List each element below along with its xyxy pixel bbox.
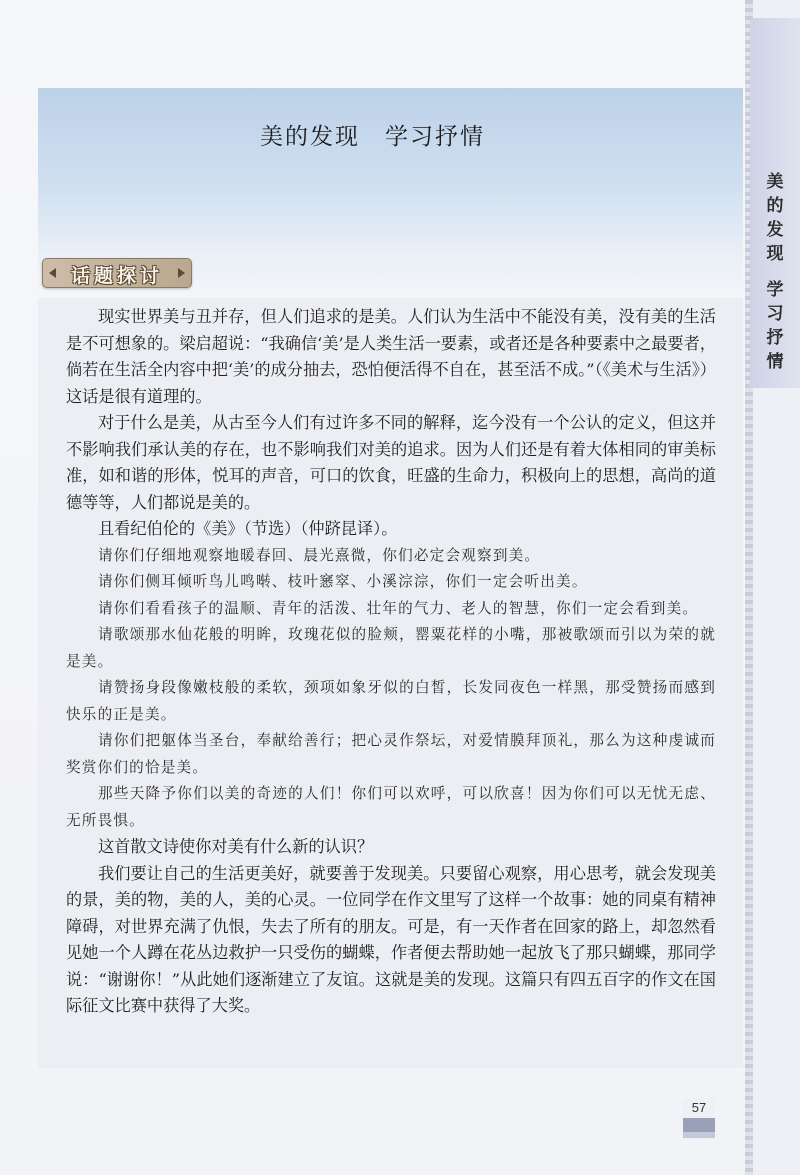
side-tab-title-top: 美的发现 <box>766 172 784 264</box>
poem-line: 请你们侧耳倾听鸟儿鸣啭、枝叶窸窣、小溪淙淙，你们一定会听出美。 <box>98 573 588 590</box>
poem-line: 那些天降予你们以美的奇迹的人们！你们可以欢呼，可以欣喜！因为你们可以无忧无虑、无所畏惧。 <box>66 785 716 829</box>
page-number: 57 <box>683 1098 715 1118</box>
paragraph: 我们要让自己的生活更美好，就要善于发现美。只要留心观察，用心思考，就会发现美的景，美的物，美的人，美的心灵。一位同学在作文里写了这样一个故事：她的同桌有精神障碍，对世界充满了仇恨，失去了所有的朋友。可是，有一天作者在回家的路上，却忽然看见她一个人蹲在花丛边救护一只受伤的蝴蝶，作者便去帮助她一起放飞了那只蝴蝶，那同学说：“谢谢你！”从此她们逐渐建立了友谊。这就是美的发现。这篇只有四五百字的作文在国际征文比赛中获得了大奖。 <box>66 863 716 1015</box>
page-title: 美的发现 学习抒情 <box>260 124 485 150</box>
page-number-stripe <box>683 1132 715 1138</box>
poem-line: 请你们看看孩子的温顺、青年的活泼、壮年的气力、老人的智慧，你们一定会看到美。 <box>98 599 699 617</box>
paragraph: 现实世界美与丑并存，但人们追求的是美。人们认为生活中不能没有美，没有美的生活是不可想象的。梁启超说：“我确信‘美’是人类生活一要素，或者还是各种要素中之最要者，倘若在生活全内容中把‘美’的成分抽去，恐怕便活得不自在，甚至活不成。”（《美术与生活》）这话是很有道理的。 <box>66 307 716 406</box>
section-tag-label: 话题探讨 <box>70 265 163 287</box>
side-tab-title-bottom: 学习抒情 <box>766 280 784 372</box>
poem-line: 请你们仔细地观察地暖春回、晨光熹微，你们必定会观察到美。 <box>98 546 541 564</box>
page-number-bar <box>683 1118 715 1132</box>
paragraph: 这首散文诗使你对美有什么新的认识？ <box>98 837 374 856</box>
poem-line: 请你们把躯体当圣台，奉献给善行；把心灵作祭坛，对爱情膜拜顶礼，那么为这种虔诚而奖赏你们的恰是美。 <box>66 732 716 776</box>
poem-line: 请歌颂那水仙花般的明眸，玫瑰花似的脸颊，罂粟花样的小嘴，那被歌颂而引以为荣的就是美。 <box>66 626 716 670</box>
section-tag <box>42 258 192 288</box>
paragraph: 对于什么是美，从古至今人们有过许多不同的解释，迄今没有一个公认的定义，但这并不影响我们承认美的存在，也不影响我们对美的追求。因为人们还是有着大体相同的审美标准，如和谐的形体，悦耳的声音，可口的饮食，旺盛的生命力，积极向上的思想，高尚的道德等等，人们都说是美的。 <box>66 413 716 512</box>
body-text <box>66 304 716 1020</box>
arrow-right-icon <box>178 268 185 278</box>
paragraph: 且看纪伯伦的《美》（节选）（仲跻昆译）。 <box>98 519 398 538</box>
poem-line: 请赞扬身段像嫩枝般的柔软，颈项如象牙似的白皙，长发同夜色一样黑，那受赞扬而感到快乐的正是美。 <box>66 679 716 723</box>
